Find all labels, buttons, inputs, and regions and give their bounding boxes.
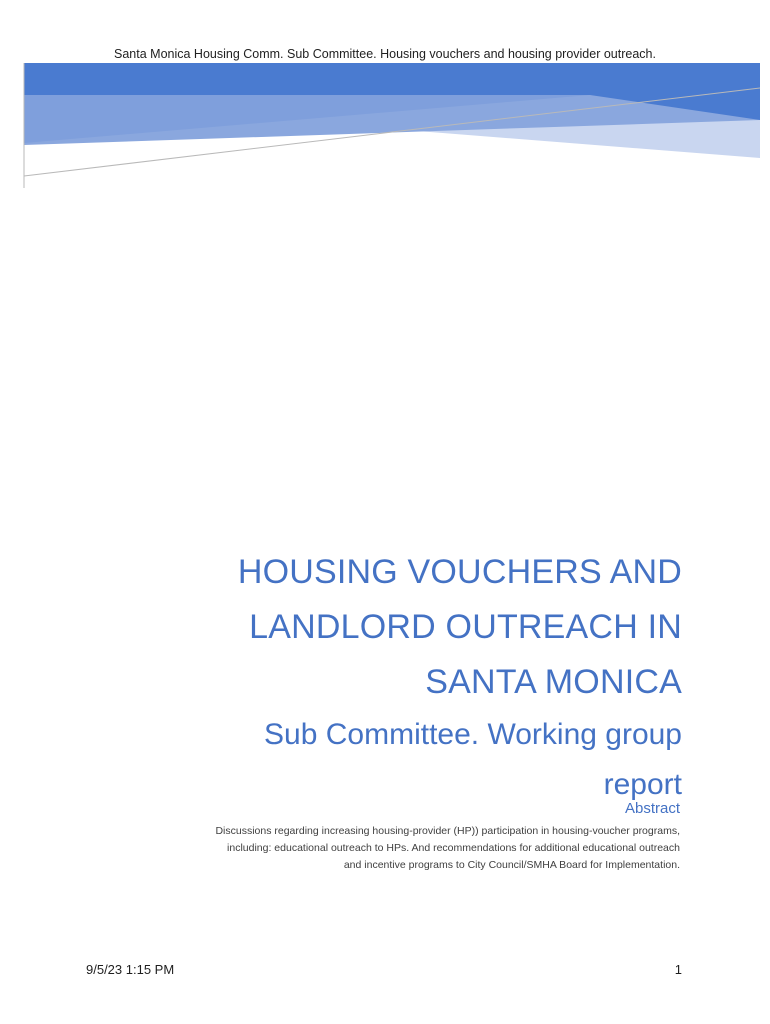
abstract-line: Discussions regarding increasing housing-provider (HP)) participation in housing-voucher programs, [215, 825, 680, 837]
cover-subtitle-line: report [603, 768, 682, 801]
cover-title-line: LANDLORD OUTREACH IN [249, 608, 682, 646]
cover-subtitle [162, 710, 682, 810]
decorative-banner [0, 0, 770, 200]
abstract-line: and incentive programs to City Council/SMHA Board for Implementation. [343, 859, 680, 871]
page-number: 1 [674, 962, 682, 977]
footer-date: 9/5/23 1:15 PM [86, 962, 175, 977]
running-header: Santa Monica Housing Comm. Sub Committee. Housing vouchers and housing provider outreach. [114, 47, 656, 61]
cover-title-line: HOUSING VOUCHERS AND [237, 553, 682, 591]
abstract-body [150, 823, 680, 874]
cover-title-line: SANTA MONICA [425, 663, 682, 701]
abstract-heading: Abstract [624, 800, 680, 817]
cover-title-block [162, 545, 682, 810]
abstract-line: including: educational outreach to HPs. And recommendations for additional educational outreach [227, 842, 680, 854]
cover-subtitle-line: Sub Committee. Working group [264, 718, 682, 751]
cover-title [162, 545, 682, 710]
